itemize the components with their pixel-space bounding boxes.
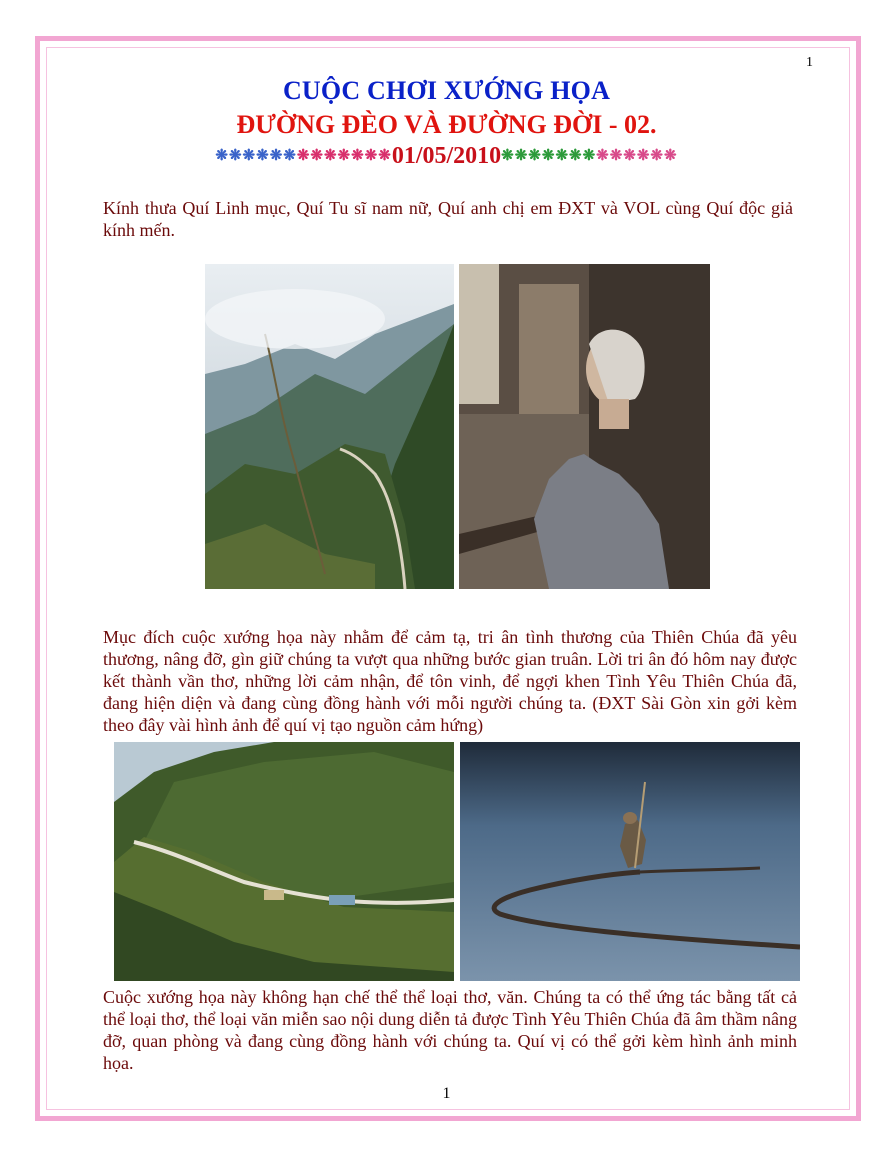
- date-text: 01/05/2010: [391, 143, 502, 169]
- elderly-woman-praying-photo: [459, 264, 710, 589]
- woman-raking-field-photo: [460, 742, 800, 981]
- rules-paragraph: Cuộc xướng họa này không hạn chế thể thể loại thơ, văn. Chúng ta có thể ứng tác bằng tất cả thể loại thơ, thể loại văn miễn sao nội dung diễn tả được Tình Yêu Thiên Chúa đã âm thầm nâng đỡ, quan phòng và đang cùng đồng hành với chúng ta. Quí vị có thể gởi kèm hình ảnh minh họa.: [103, 987, 797, 1073]
- star-ornament-right-green: ❋❋❋❋❋❋❋: [501, 148, 597, 164]
- cliff-road-bus-photo: [114, 742, 454, 981]
- page-number-bottom: 1: [442, 1085, 451, 1102]
- mountain-road-photo: [205, 264, 454, 589]
- title-line-2: ĐƯỜNG ĐÈO VÀ ĐƯỜNG ĐỜI - 02.: [236, 110, 657, 139]
- date-line: [0, 143, 893, 170]
- star-ornament-right-red: ❋❋❋❋❋❋: [596, 148, 678, 164]
- star-ornament-left-red: ❋❋❋❋❋❋❋: [296, 148, 392, 164]
- star-ornament-left-blue: ❋❋❋❋❋❋: [215, 148, 297, 164]
- page-number-top: 1: [806, 55, 813, 70]
- purpose-paragraph: Mục đích cuộc xướng họa này nhằm để cảm tạ, tri ân tình thương của Thiên Chúa đã yêu thương, nâng đỡ, gìn giữ chúng ta vượt qua những bước gian truân. Lời tri ân đó hôm nay được kết thành vần thơ, những lời cảm nhận, để tôn vinh, để ngợi khen Tình Yêu Thiên Chúa đã, đang hiện diện và đang cùng đồng hành với mỗi người chúng ta. (ĐXT Sài Gòn xin gởi kèm theo đây vài hình ảnh để quí vị tạo nguồn cảm hứng): [103, 627, 797, 735]
- title-line-1: CUỘC CHƠI XƯỚNG HỌA: [282, 76, 611, 105]
- greeting-paragraph: Kính thưa Quí Linh mục, Quí Tu sĩ nam nữ, Quí anh chị em ĐXT và VOL cùng Quí độc giả kính mến.: [103, 198, 793, 240]
